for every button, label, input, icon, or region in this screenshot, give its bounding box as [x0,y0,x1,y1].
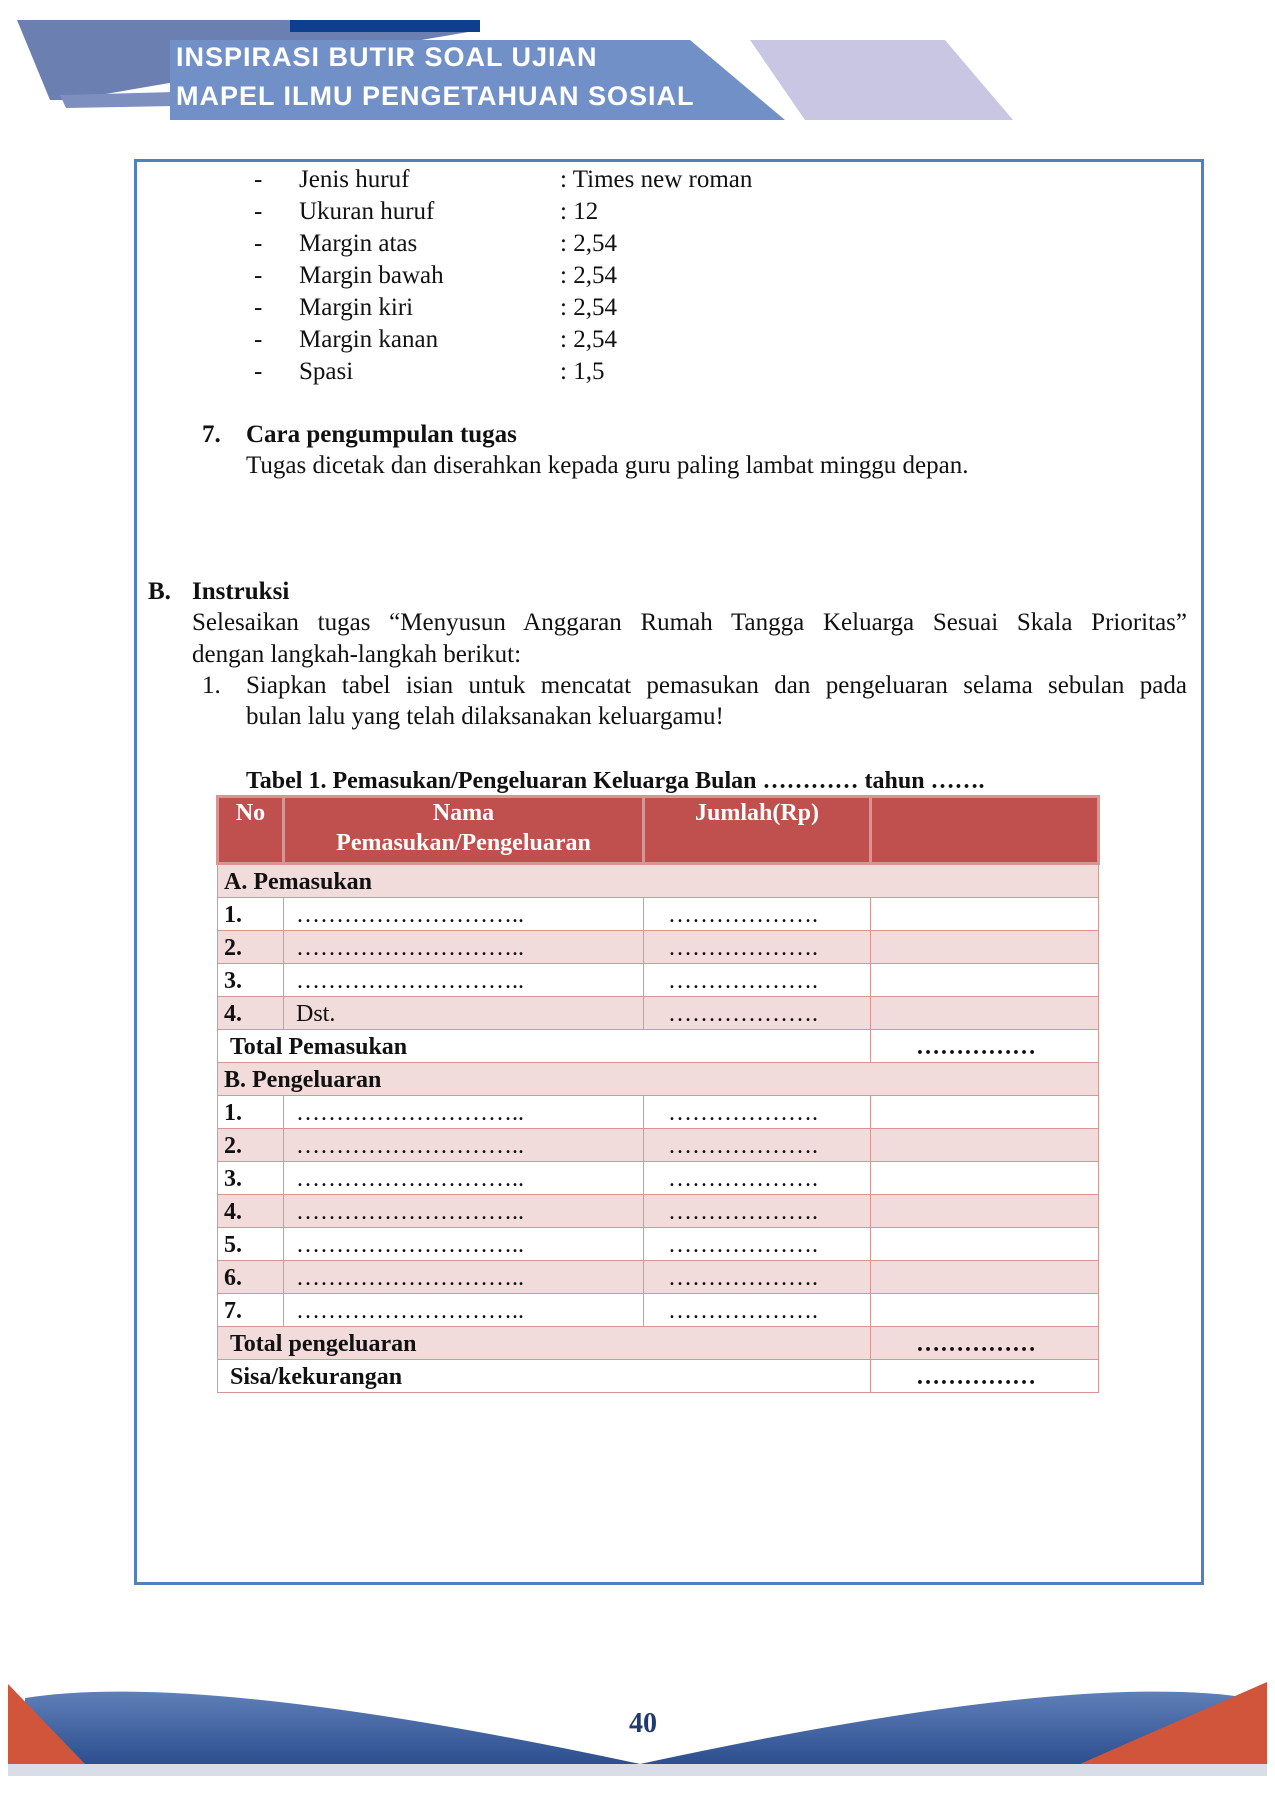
format-label: Margin bawah [299,262,444,289]
format-label: Margin kanan [299,326,439,353]
table-row [218,1195,1099,1228]
section-b-paragraph-line2: dengan langkah-langkah berikut: [192,641,522,668]
balance-row [218,1360,1099,1393]
table-row [218,1096,1099,1129]
row-extra [871,1162,1099,1195]
row-name: ……………………….. [284,1096,644,1129]
row-name: ……………………….. [284,1129,644,1162]
dash: - [254,166,263,193]
row-extra [871,1261,1099,1294]
dash: - [254,294,263,321]
row-number: 4. [218,997,284,1030]
header-jumlah: Jumlah(Rp) [644,797,871,864]
section-7-number: 7. [202,421,221,448]
page-number: 40 [629,1708,657,1739]
section-income-row [218,864,1099,898]
row-name: ……………………….. [284,1162,644,1195]
row-amount: ………………. [644,1228,871,1261]
row-extra [871,1129,1099,1162]
header-title-line1: INSPIRASI BUTIR SOAL UJIAN [176,42,598,72]
format-value: : 2,54 [560,326,617,353]
step-line1: Siapkan tabel isian untuk mencatat pemasukan dan pengeluaran selama sebulan pada [246,672,1187,699]
header-nama [284,797,644,864]
total-label: Total pengeluaran [218,1327,871,1360]
table-row [218,997,1099,1030]
format-label: Margin atas [299,230,418,257]
row-number: 3. [218,1162,284,1195]
dash: - [254,198,263,225]
table-row [218,1261,1099,1294]
row-name: ……………………….. [284,1261,644,1294]
section-7-title: Cara pengumpulan tugas [246,421,517,448]
row-number: 3. [218,964,284,997]
section-b-paragraph-line1: Selesaikan tugas “Menyusun Anggaran Rumah Tangga Keluarga Sesuai Skala Prioritas” [192,609,1187,636]
row-name: ……………………….. [284,898,644,931]
format-label: Margin kiri [299,294,414,321]
section-b-title: Instruksi [192,578,290,605]
total-label: Total Pemasukan [218,1030,871,1063]
table-caption: Tabel 1. Pemasukan/Pengeluaran Keluarga Bulan ………… tahun ……. [246,768,985,794]
total-expense-row [218,1327,1099,1360]
total-value: …………… [871,1360,1099,1393]
section-b-letter: B. [148,578,171,605]
section-label: A. Pemasukan [218,864,1099,898]
row-extra [871,931,1099,964]
format-value: : 2,54 [560,262,617,289]
section-expense-row [218,1063,1099,1096]
row-extra [871,997,1099,1030]
table-row [218,964,1099,997]
table-header-row [218,797,1099,864]
table-row [218,1162,1099,1195]
header-extra [871,797,1099,864]
row-extra [871,1195,1099,1228]
row-extra [871,1294,1099,1327]
row-name: ……………………….. [284,1228,644,1261]
format-value: : 1,5 [560,358,605,385]
dash: - [254,326,263,353]
section-label: B. Pengeluaran [218,1063,1099,1096]
step-number: 1. [202,672,221,699]
dash: - [254,230,263,257]
row-extra [871,1228,1099,1261]
row-number: 2. [218,931,284,964]
row-amount: ………………. [644,1195,871,1228]
header-title-line2: MAPEL ILMU PENGETAHUAN SOSIAL [176,81,695,111]
table-row [218,1228,1099,1261]
dash: - [254,358,263,385]
row-amount: ………………. [644,898,871,931]
row-number: 1. [218,1096,284,1129]
budget-table [216,795,1100,1393]
row-amount: ………………. [644,931,871,964]
format-value: : Times new roman [560,166,753,193]
total-value: …………… [871,1327,1099,1360]
row-extra [871,964,1099,997]
table-row [218,1294,1099,1327]
header-nama-line2: Pemasukan/Pengeluaran [336,830,591,856]
header-nama-line1: Nama [432,800,495,826]
row-number: 5. [218,1228,284,1261]
row-number: 7. [218,1294,284,1327]
row-name: ……………………….. [284,1195,644,1228]
table-row [218,898,1099,931]
total-income-row [218,1030,1099,1063]
step-line2: bulan lalu yang telah dilaksanakan keluargamu! [246,703,724,730]
row-name: ……………………….. [284,931,644,964]
row-name: Dst. [284,997,644,1030]
row-amount: ………………. [644,1096,871,1129]
row-amount: ………………. [644,1294,871,1327]
row-amount: ………………. [644,1162,871,1195]
total-value: …………… [871,1030,1099,1063]
format-value: : 2,54 [560,294,617,321]
dash: - [254,262,263,289]
row-number: 2. [218,1129,284,1162]
row-extra [871,898,1099,931]
total-label: Sisa/kekurangan [218,1360,871,1393]
format-value: : 2,54 [560,230,617,257]
row-number: 4. [218,1195,284,1228]
row-amount: ………………. [644,1261,871,1294]
table-row [218,931,1099,964]
footer-decoration [0,1680,1275,1800]
row-extra [871,1096,1099,1129]
format-label: Ukuran huruf [299,198,435,225]
row-name: ……………………….. [284,964,644,997]
header-no: No [218,797,284,864]
row-amount: ………………. [644,964,871,997]
row-amount: ………………. [644,997,871,1030]
row-name: ……………………….. [284,1294,644,1327]
row-number: 6. [218,1261,284,1294]
format-value: : 12 [560,198,599,225]
section-7-text: Tugas dicetak dan diserahkan kepada guru paling lambat minggu depan. [246,452,969,479]
format-label: Spasi [299,358,354,385]
format-label: Jenis huruf [299,166,410,193]
row-amount: ………………. [644,1129,871,1162]
table-row [218,1129,1099,1162]
row-number: 1. [218,898,284,931]
